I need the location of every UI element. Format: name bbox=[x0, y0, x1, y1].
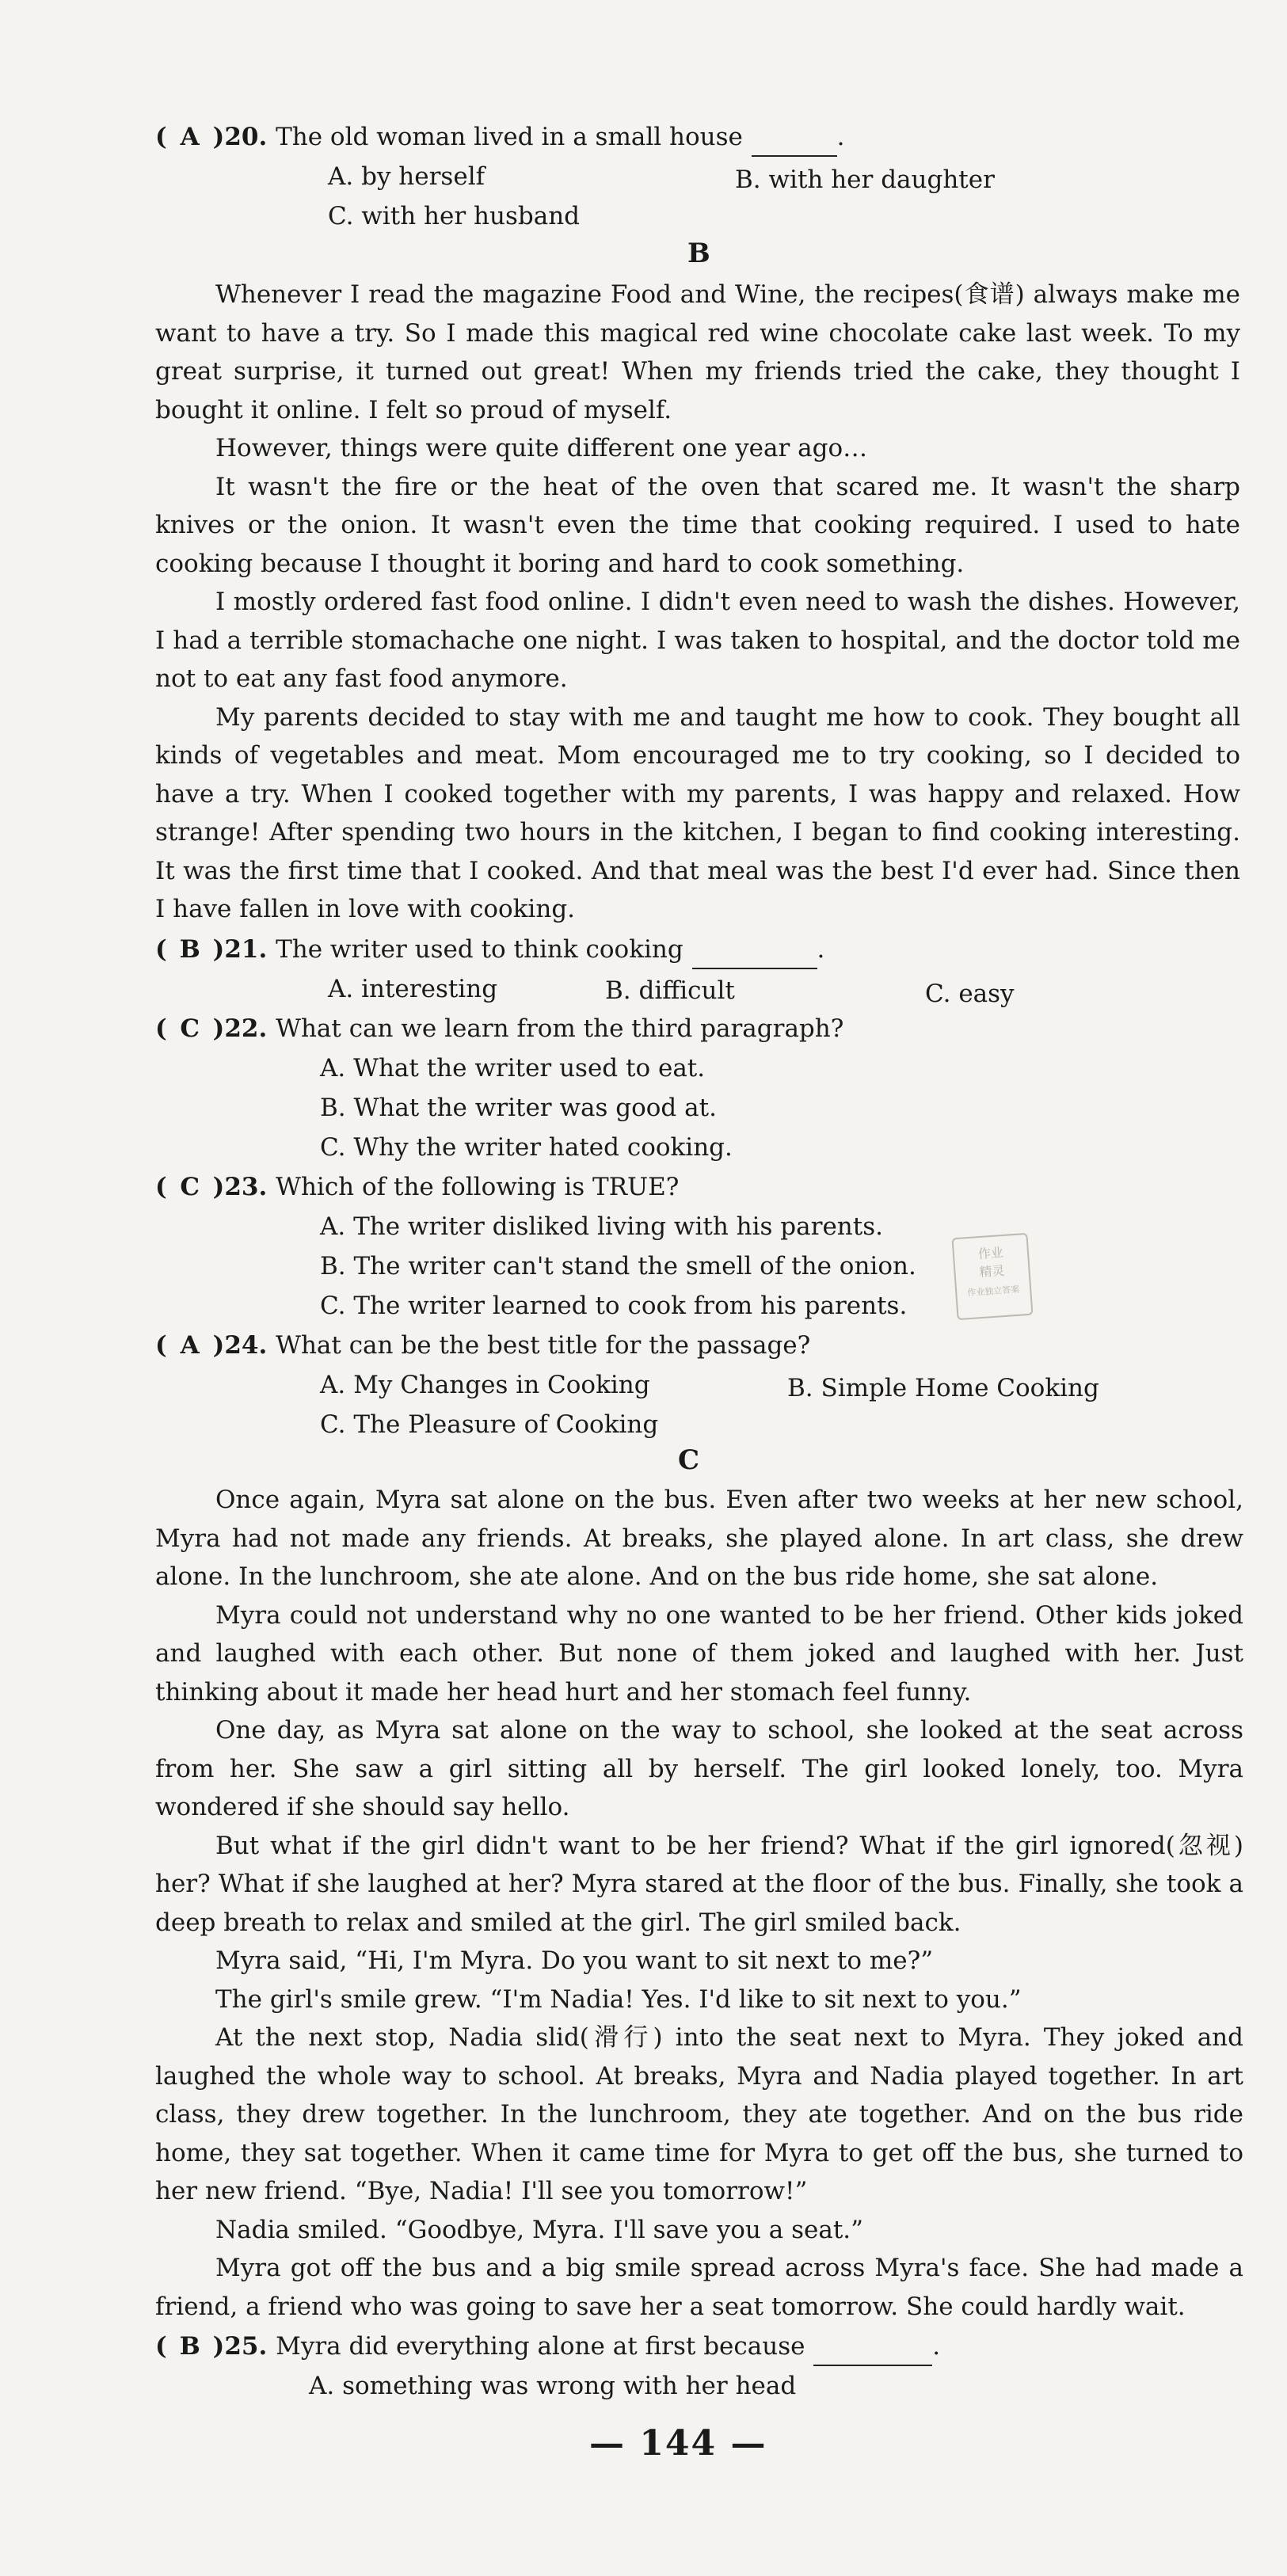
option-22-b[interactable]: B. What the writer was good at. bbox=[320, 1094, 717, 1122]
paren-open: ( bbox=[155, 1173, 167, 1201]
question-21-number: )21. bbox=[212, 935, 268, 964]
option-21-a[interactable]: A. interesting bbox=[328, 975, 498, 1003]
option-22-a[interactable]: A. What the writer used to eat. bbox=[320, 1054, 706, 1083]
page-number: — 144 — bbox=[589, 2423, 767, 2464]
passage-c bbox=[155, 1481, 1243, 2326]
option-23-a[interactable]: A. The writer disliked living with his parents. bbox=[320, 1212, 883, 1241]
passage-b-paragraph: Whenever I read the magazine Food and Wine, the recipes(食谱) always make me want to have a try. So I made this magical red wine chocolate cake last week. To my great surprise, it turned out great! When my friends tried the cake, they thought I bought it online. I felt so proud of myself. bbox=[155, 280, 1240, 424]
question-20-end: . bbox=[836, 123, 845, 151]
question-23-number: )23. bbox=[212, 1173, 268, 1201]
passage-b-paragraph: However, things were quite different one year ago… bbox=[215, 434, 868, 462]
passage-b-paragraph: I mostly ordered fast food online. I didn't even need to wash the dishes. However, I had a terrible stomachache one night. I was taken to hospital, and the doctor told me not to eat any fast food anymore. bbox=[155, 588, 1240, 693]
question-21-stem: The writer used to think cooking bbox=[276, 935, 683, 964]
passage-b bbox=[155, 276, 1240, 929]
passage-c-paragraph: Once again, Myra sat alone on the bus. Even after two weeks at her new school, Myra had not made any friends. At breaks, she played alone. In art class, she drew alone. In the lunchroom, she ate alone. And on the bus ride home, she sat alone. bbox=[155, 1486, 1243, 1591]
stamp-line-3: 作业独立答案 bbox=[966, 1284, 1020, 1299]
paren-open: ( bbox=[155, 2332, 167, 2361]
paren-open: ( bbox=[155, 123, 167, 151]
passage-c-paragraph: Myra could not understand why no one wanted to be her friend. Other kids joked and laughed with each other. But none of them joked and laughed with her. Just thinking about it made her head hurt and her stomach feel funny. bbox=[155, 1600, 1243, 1707]
stamp-line-2: 精灵 bbox=[978, 1262, 1006, 1280]
question-21-end: . bbox=[817, 935, 825, 964]
paren-open: ( bbox=[155, 1014, 167, 1043]
passage-c-paragraph: Myra said, “Hi, I'm Myra. Do you want to sit next to me?” bbox=[215, 1946, 934, 1975]
answer-21: B bbox=[179, 935, 200, 964]
paren-open: ( bbox=[155, 935, 167, 964]
question-22 bbox=[155, 1010, 843, 1047]
question-22-stem: What can we learn from the third paragraph? bbox=[276, 1014, 844, 1043]
passage-c-paragraph: Nadia smiled. “Goodbye, Myra. I'll save you a seat.” bbox=[215, 2215, 863, 2244]
question-24 bbox=[155, 1327, 810, 1364]
question-22-number: )22. bbox=[212, 1014, 268, 1043]
answer-blank-21[interactable] bbox=[692, 931, 817, 969]
option-22-c[interactable]: C. Why the writer hated cooking. bbox=[320, 1133, 733, 1162]
question-20-stem: The old woman lived in a small house bbox=[276, 123, 743, 151]
passage-b-paragraph: It wasn't the fire or the heat of the oven that scared me. It wasn't the sharp knives or the onion. It wasn't even the time that cooking required. I used to hate cooking because I thought it boring and hard to cook something. bbox=[155, 472, 1240, 578]
question-24-number: )24. bbox=[212, 1331, 268, 1360]
answer-20: A bbox=[180, 123, 200, 151]
answer-blank-20[interactable] bbox=[752, 119, 837, 157]
option-20-a[interactable]: A. by herself bbox=[328, 162, 485, 191]
answer-blank-25[interactable] bbox=[813, 2328, 932, 2366]
option-23-b[interactable]: B. The writer can't stand the smell of the onion. bbox=[320, 1252, 916, 1280]
stamp-line-1: 作业 bbox=[977, 1244, 1004, 1262]
question-23 bbox=[155, 1169, 679, 1205]
option-24-b[interactable]: B. Simple Home Cooking bbox=[787, 1374, 1099, 1402]
answer-24: A bbox=[180, 1331, 200, 1360]
option-24-c[interactable]: C. The Pleasure of Cooking bbox=[320, 1410, 659, 1439]
question-20 bbox=[155, 119, 845, 157]
option-21-c[interactable]: C. easy bbox=[925, 980, 1015, 1008]
passage-c-paragraph: One day, as Myra sat alone on the way to school, she looked at the seat across from her. She saw a girl sitting all by herself. The girl looked lonely, too. Myra wondered if she should say hello. bbox=[155, 1716, 1243, 1821]
passage-c-paragraph: But what if the girl didn't want to be her friend? What if the girl ignored(忽视) her? What if she laughed at her? Myra stared at the floor of the bus. Finally, she took a deep breath to relax and smiled at the girl. The girl smiled back. bbox=[155, 1831, 1243, 1937]
question-25-end: . bbox=[932, 2332, 941, 2361]
question-21 bbox=[155, 931, 824, 969]
passage-c-paragraph: Myra got off the bus and a big smile spread across Myra's face. She had made a friend, a friend who was going to save her a seat tomorrow. She could hardly wait. bbox=[155, 2254, 1243, 2321]
watermark-stamp bbox=[951, 1233, 1033, 1320]
passage-b-paragraph: My parents decided to stay with me and taught me how to cook. They bought all kinds of vegetables and meat. Mom encouraged me to try cooking, so I decided to have a try. When I cooked together with my parents, I was happy and relaxed. How strange! After spending two hours in the kitchen, I began to find cooking interesting. It was the first time that I cooked. And that meal was the best I'd ever had. Since then I have fallen in love with cooking. bbox=[155, 702, 1240, 923]
option-24-a[interactable]: A. My Changes in Cooking bbox=[320, 1371, 650, 1399]
question-20-number: )20. bbox=[212, 123, 268, 151]
option-23-c[interactable]: C. The writer learned to cook from his parents. bbox=[320, 1292, 908, 1320]
option-21-b[interactable]: B. difficult bbox=[605, 976, 735, 1005]
question-24-stem: What can be the best title for the passage? bbox=[276, 1331, 811, 1360]
answer-22: C bbox=[180, 1014, 200, 1043]
answer-23: C bbox=[180, 1173, 200, 1201]
question-25-number: )25. bbox=[212, 2332, 268, 2361]
question-23-stem: Which of the following is TRUE? bbox=[276, 1173, 680, 1201]
paren-open: ( bbox=[155, 1331, 167, 1360]
question-25 bbox=[155, 2328, 940, 2366]
option-20-c[interactable]: C. with her husband bbox=[328, 202, 581, 230]
option-25-a[interactable]: A. something was wrong with her head bbox=[309, 2372, 797, 2400]
question-25-stem: Myra did everything alone at first because bbox=[276, 2332, 805, 2361]
section-c-heading: C bbox=[678, 1444, 700, 1476]
answer-25: B bbox=[179, 2332, 200, 2361]
passage-c-paragraph: At the next stop, Nadia slid(滑行) into the seat next to Myra. They joked and laughed the whole way to school. At breaks, Myra and Nadia played together. In art class, they drew together. In the lunchroom, they ate together. And on the bus ride home, they sat together. When it came time for Myra to get off the bus, she turned to her new friend. “Bye, Nadia! I'll see you tomorrow!” bbox=[155, 2023, 1243, 2205]
passage-c-paragraph: The girl's smile grew. “I'm Nadia! Yes. I'd like to sit next to you.” bbox=[215, 1984, 1022, 2014]
section-b-heading: B bbox=[687, 238, 710, 269]
option-20-b[interactable]: B. with her daughter bbox=[735, 166, 995, 194]
